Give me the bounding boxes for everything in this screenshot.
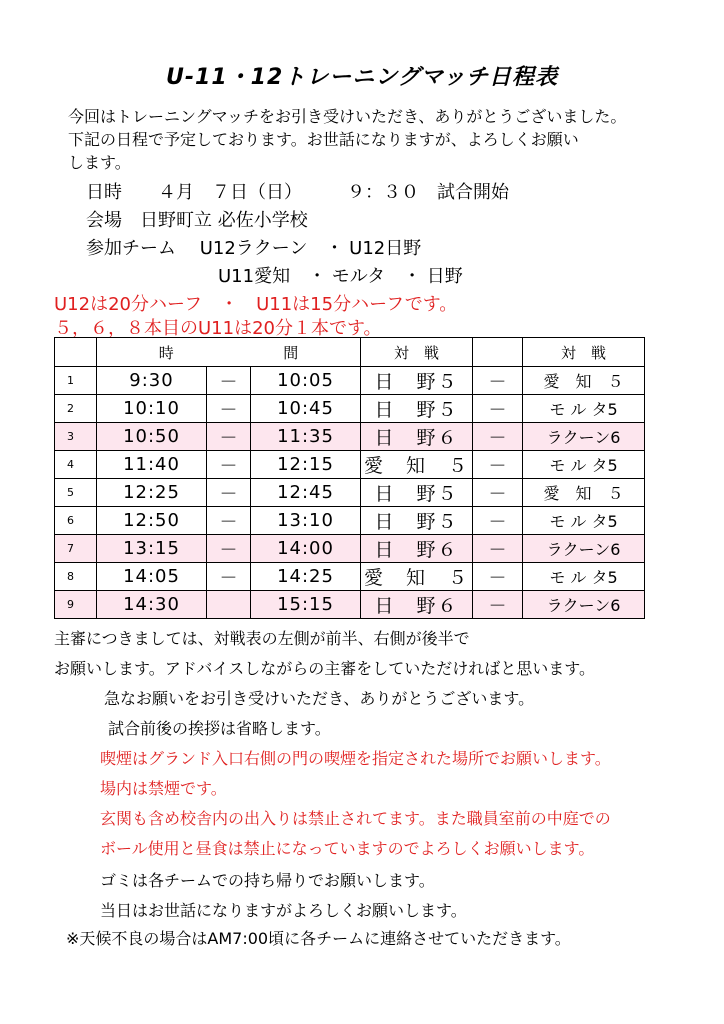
start-time: 13:15 — [97, 535, 207, 563]
page-title: U-11・12トレーニングマッチ日程表 — [166, 65, 558, 90]
header-match-1: 対 戦 — [361, 338, 473, 367]
second-half-team: モ ル タ5 — [523, 451, 645, 479]
schedule-row — [55, 423, 645, 451]
second-half-team: ラクーン6 — [523, 423, 645, 451]
schedule-row — [55, 395, 645, 423]
match-dash: － — [473, 451, 523, 479]
start-time: 10:50 — [97, 423, 207, 451]
first-half-team: 日 野５ — [361, 507, 473, 535]
row-number: 9 — [55, 591, 97, 619]
start-time: 10:10 — [97, 395, 207, 423]
row-number: 4 — [55, 451, 97, 479]
schedule-row — [55, 451, 645, 479]
event-teams-u11: U11愛知 ・ モルタ ・ 日野 — [218, 266, 463, 287]
single-game-note: ５，６，８本目のU11は20分１本です。 — [54, 318, 382, 339]
half-rule-note: U12は20分ハーフ ・ U11は15分ハーフです。 — [54, 294, 458, 315]
row-number: 1 — [55, 367, 97, 395]
header-time-b: 間 — [283, 343, 299, 362]
match-dash: － — [473, 535, 523, 563]
header-time-a: 時 — [158, 343, 174, 362]
match-dash: － — [473, 423, 523, 451]
event-teams-u12: 参加チーム U12ラクーン ・ U12日野 — [86, 238, 422, 259]
schedule-row — [55, 507, 645, 535]
second-half-team: 愛 知 ５ — [523, 479, 645, 507]
time-dash — [207, 591, 251, 619]
schedule-row — [55, 591, 645, 619]
building-rule-2: ボール使用と昼食は禁止になっていますのでよろしくお願いします。 — [100, 839, 595, 858]
first-half-team: 日 野６ — [361, 591, 473, 619]
schedule-table — [54, 337, 645, 619]
start-time: 14:30 — [97, 591, 207, 619]
match-dash: － — [473, 367, 523, 395]
schedule-row — [55, 535, 645, 563]
match-dash: － — [473, 563, 523, 591]
second-half-team: モ ル タ5 — [523, 395, 645, 423]
match-dash: － — [473, 395, 523, 423]
time-dash: － — [207, 395, 251, 423]
second-half-team: 愛 知 ５ — [523, 367, 645, 395]
intro-line-2: 下記の日程で予定しております。お世話になりますが、よろしくお願い — [68, 130, 579, 149]
no-smoking-note: 場内は禁煙です。 — [100, 779, 227, 798]
time-dash: － — [207, 563, 251, 591]
first-half-team: 日 野５ — [361, 367, 473, 395]
start-time: 11:40 — [97, 451, 207, 479]
end-time: 14:25 — [251, 563, 361, 591]
end-time: 10:45 — [251, 395, 361, 423]
end-time: 13:10 — [251, 507, 361, 535]
intro-line-3: します。 — [68, 153, 131, 172]
time-dash: － — [207, 451, 251, 479]
thanks-line: 急なお願いをお引き受けいただき、ありがとうございます。 — [104, 689, 535, 708]
first-half-team: 日 野５ — [361, 479, 473, 507]
match-dash: － — [473, 479, 523, 507]
first-half-team: 愛 知 ５ — [361, 451, 473, 479]
header-time — [97, 338, 361, 367]
start-time: 14:05 — [97, 563, 207, 591]
match-dash: － — [473, 591, 523, 619]
second-half-team: モ ル タ5 — [523, 563, 645, 591]
schedule-row — [55, 479, 645, 507]
second-half-team: ラクーン6 — [523, 591, 645, 619]
end-time: 10:05 — [251, 367, 361, 395]
smoking-rule: 喫煙はグランド入口右側の門の喫煙を指定された場所でお願いします。 — [100, 749, 611, 768]
second-half-team: ラクーン6 — [523, 535, 645, 563]
row-number: 8 — [55, 563, 97, 591]
start-time: 12:50 — [97, 507, 207, 535]
first-half-team: 日 野５ — [361, 395, 473, 423]
schedule-row — [55, 367, 645, 395]
trash-note: ゴミは各チームでの持ち帰りでお願いします。 — [100, 871, 435, 890]
building-rule-1: 玄関も含め校舎内の出入りは禁止されてます。また職員室前の中庭での — [100, 809, 611, 828]
referee-line-2: お願いします。アドバイスしながらの主審をしていただければと思います。 — [54, 659, 595, 678]
time-dash: － — [207, 507, 251, 535]
intro-line-1: 今回はトレーニングマッチをお引き受けいただき、ありがとうございました。 — [68, 107, 627, 126]
match-dash: － — [473, 507, 523, 535]
time-dash: － — [207, 423, 251, 451]
first-half-team: 日 野６ — [361, 423, 473, 451]
referee-line-1: 主審につきましては、対戦表の左側が前半、右側が後半で — [54, 629, 470, 648]
end-time: 11:35 — [251, 423, 361, 451]
second-half-team: モ ル タ5 — [523, 507, 645, 535]
start-time: 12:25 — [97, 479, 207, 507]
end-time: 12:15 — [251, 451, 361, 479]
row-number: 6 — [55, 507, 97, 535]
row-number: 3 — [55, 423, 97, 451]
schedule-row — [55, 563, 645, 591]
start-time: 9:30 — [97, 367, 207, 395]
time-dash: － — [207, 367, 251, 395]
time-dash: － — [207, 479, 251, 507]
row-number: 5 — [55, 479, 97, 507]
event-venue: 会場 日野町立 必佐小学校 — [86, 210, 308, 231]
time-dash: － — [207, 535, 251, 563]
header-match-2: 対 戦 — [523, 338, 645, 367]
first-half-team: 日 野６ — [361, 535, 473, 563]
end-time: 14:00 — [251, 535, 361, 563]
row-number: 2 — [55, 395, 97, 423]
greeting-line: 試合前後の挨拶は省略します。 — [108, 719, 331, 738]
end-time: 12:45 — [251, 479, 361, 507]
header-blank — [473, 338, 523, 367]
closing-greeting: 当日はお世話になりますがよろしくお願いします。 — [100, 901, 467, 920]
first-half-team: 愛 知 ５ — [361, 563, 473, 591]
row-number: 7 — [55, 535, 97, 563]
header-no — [55, 338, 97, 367]
end-time: 15:15 — [251, 591, 361, 619]
event-date: 日時 ４月 ７日（日） ９：３０ 試合開始 — [86, 182, 509, 203]
schedule-header-row — [55, 338, 645, 367]
weather-note: ※天候不良の場合はAM7:00頃に各チームに連絡させていただきます。 — [66, 929, 571, 948]
